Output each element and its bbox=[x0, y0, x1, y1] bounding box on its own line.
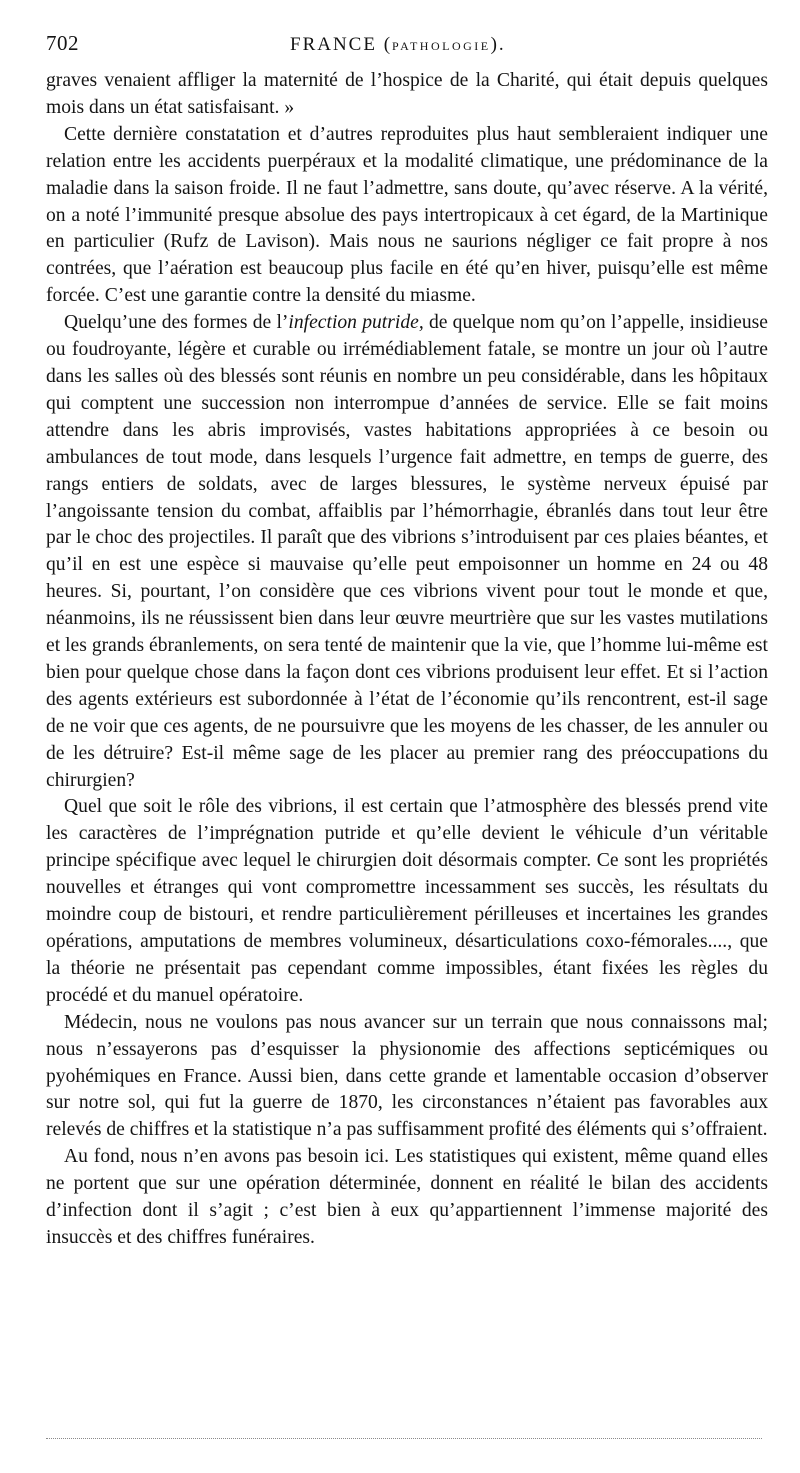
paragraph-statistics: Au fond, nous n’en avons pas besoin ici. Les statistiques qui existent, même quand elles ne portent que sur une opération déterminée, donnent en réalité le bilan des accidents d’infection dont il s’agit ; c’est bien à eux qu’appartiennent l’immense majorité des insuccès et des chiffres funéraires. bbox=[46, 1146, 768, 1248]
running-header bbox=[46, 28, 768, 68]
paragraph-climate: Cette dernière constatation et d’autres reproduites plus haut sembleraient indiquer une relation entre les accidents puerpéraux et la modalité climatique, une prédominance de la maladie dans la saison froide. Il ne faut l’admettre, sans doute, qu’avec réserve. A la vérité, on a noté l’immunité presque absolue des pays intertropicaux à cet égard, de la Martinique en particulier (Rufz de Lavison). Mais nous ne saurions négliger ce fait propre à nos contrées, que l’aération est beaucoup plus facile en été qu’en hiver, puisqu’elle est même forcée. C’est une garantie contre la densité du miasme. bbox=[46, 123, 768, 307]
paragraph-infection bbox=[46, 310, 768, 794]
paragraph-continued: graves venaient affliger la maternité de l’hospice de la Charité, qui était depuis quelques mois dans un état satisfaisant. » bbox=[46, 70, 768, 118]
footer-divider bbox=[46, 1438, 762, 1439]
paragraph-medecin: Médecin, nous ne voulons pas nous avancer sur un terrain que nous connaissons mal; nous n’essayerons pas d’esquisser la physionomie des affections septicémiques ou pyohémiques en France. Aussi bien, dans cette grande et lamentable occasion d’observer sur notre sol, qui fut la guerre de 1870, les circonstances n’étaient pas favorables aux relevés de chiffres et la statistique n’a pas suffisamment profité des éléments qui s’offraient. bbox=[46, 1011, 768, 1141]
paragraph-vibrions: Quel que soit le rôle des vibrions, il est certain que l’atmosphère des blessés prend vite les caractères de l’imprégnation putride et qu’elle devient le véhicule d’un véritable principe spécifique avec lequel le chirurgien doit désormais compter. Ce sont les propriétés nouvelles et étranges qui vont compromettre incessamment ses succès, les résultats du moindre coup de bistouri, et rendre particulièrement périlleuses et incertaines les grandes opérations, amputations de membres volumineux, désarticulations coxo-fémorales...., que la théorie ne présentait pas cependant comme impossibles, étant fixées les règles du procédé et du manuel opératoire. bbox=[46, 796, 768, 1006]
paragraph-infection-start: Quelqu’une des formes de l’ bbox=[64, 312, 289, 334]
page-number: 702 bbox=[46, 31, 79, 55]
running-title bbox=[290, 32, 506, 60]
running-title-end: ). bbox=[490, 34, 506, 55]
book-page bbox=[46, 28, 768, 1252]
italic-term: infection putride, bbox=[288, 312, 424, 334]
running-title-main: FRANCE ( bbox=[290, 34, 393, 55]
paragraph-infection-rest: de quelque nom qu’on l’appelle, insidieuse ou foudroyante, légère et curable ou irrémédiablement fatale, se montre un jour où l’autre dans les salles où des blessés sont réunis en nombre un peu considérable, dans les hôpitaux qui comptent une succession non interrompue d’années de service. Elle se fait moins attendre dans les abris improvisés, vastes habitations appropriées à ce besoin ou ambulances de tout mode, dans lesquels l’urgence fait admettre, en temps de guerre, des rangs entiers de soldats, avec de larges blessures, le système nerveux épuisé par l’angoissante tension du combat, affaiblis par l’hémorrhagie, ébranlés dans tout leur être par le choc des projectiles. Il paraît que des vibrions s’introduisent par ces plaies béantes, et qu’il en est une espèce si mauvaise qu’elle peut empoisonner un homme en 24 ou 48 heures. Si, pourtant, l’on considère que ces vibrions vivent pour tout le monde et que, néanmoins, ils ne réussissent bien dans leur œuvre meurtrière que sur les vastes mutilations et les grands ébranlements, on sera tenté de maintenir que la vie, que l’homme lui-même est bien pour quelque chose dans la façon dont ces vibrions produisent leur effet. Et si l’action des agents extérieurs est subordonnée à l’état de l’économie qu’ils rencontrent, est-il sage de ne voir que ces agents, de ne poursuivre que les moyens de les chasser, de les annuler ou de les détruire? Est-il même sage de les placer au premier rang des préoccupations du chirurgien? bbox=[46, 312, 768, 791]
running-title-subject: PATHOLOGIE bbox=[392, 39, 491, 53]
